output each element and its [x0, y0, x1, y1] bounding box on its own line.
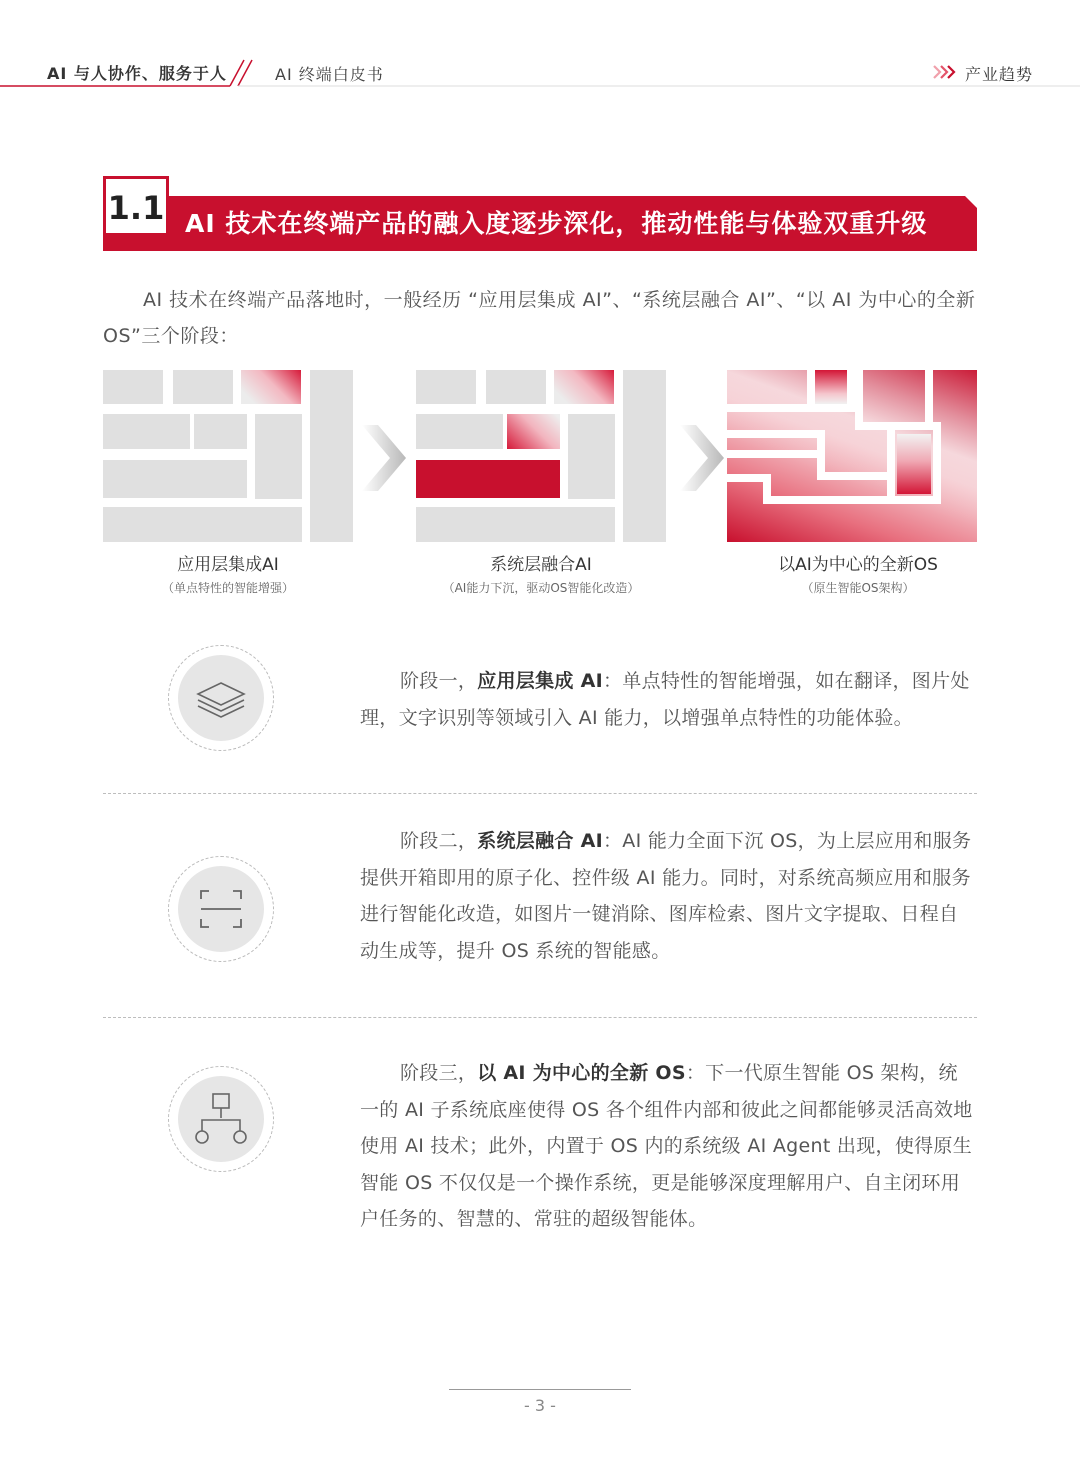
chevrons-icon — [932, 64, 962, 80]
gap — [933, 422, 941, 502]
page-header — [0, 0, 1080, 100]
section-banner — [103, 176, 977, 251]
stage-3-icon-badge — [168, 1066, 274, 1172]
block — [103, 507, 302, 542]
stage-2-title: 系统层融合 AI — [477, 830, 603, 852]
stage-1-icon-badge — [168, 645, 274, 751]
header-left-title: AI 与人协作、服务于人 — [47, 64, 227, 83]
gap — [727, 474, 763, 482]
divider — [103, 793, 977, 794]
gap — [763, 474, 771, 504]
section-number: 1.1 — [103, 176, 169, 236]
gap — [855, 370, 863, 430]
block — [310, 370, 353, 542]
header-section: 产业趋势 — [965, 65, 1034, 84]
stage-3-title: 以 AI 为中心的全新 OS — [477, 1062, 686, 1084]
block-highlight — [507, 414, 560, 449]
block — [103, 414, 190, 449]
stage-2-icon-badge — [168, 856, 274, 962]
header-rule — [0, 0, 1080, 100]
page-number: - 3 - — [524, 1396, 556, 1415]
block — [103, 370, 163, 404]
block-highlight — [554, 370, 614, 404]
gap — [817, 472, 887, 480]
stage-2-body: ：AI 能力全面下沉 OS，为上层应用和服务提供开箱即用的原子化、控件级 AI 能力。同时，对系统高频应用和服务进行智能化改造，如图片一键消除、图库检索、图片文字提取、日程自动生成等，提升 OS 系统的智能感。 — [360, 830, 972, 962]
block — [568, 414, 615, 499]
block — [416, 414, 503, 449]
stage-1-title: 应用层集成 AI — [477, 670, 603, 692]
block-system-layer — [416, 460, 560, 498]
block — [255, 414, 302, 499]
block — [623, 370, 666, 542]
gap — [863, 422, 933, 430]
scan-frame-icon — [178, 866, 264, 952]
intro-paragraph: AI 技术在终端产品落地时，一般经历 “应用层集成 AI”、“系统层融合 AI”、“以 AI 为中心的全新 OS”三个阶段： — [103, 289, 976, 347]
arrow-right-icon — [680, 425, 724, 491]
hierarchy-icon — [178, 1076, 264, 1162]
diagram-caption-2: 系统层融合AI — [490, 555, 592, 575]
footer-rule — [449, 1389, 631, 1390]
gap — [727, 404, 807, 412]
block-highlight — [815, 370, 847, 404]
diagram-ai-centric-os — [727, 370, 977, 542]
diagram-caption-1: 应用层集成AI — [177, 555, 279, 575]
stage-2-text — [360, 823, 977, 969]
gap — [895, 496, 941, 504]
diagram-subcaption-1: （单点特性的智能增强） — [161, 581, 294, 595]
gap — [727, 450, 817, 458]
diagram-app-layer — [103, 370, 353, 542]
block — [486, 370, 546, 404]
stage-3-body: ：下一代原生智能 OS 架构，统一的 AI 子系统底座使得 OS 各个组件内部和彼此之间都能够灵活高效地使用 AI 技术；此外，内置于 OS 内的系统级 AI Agent 出现，使得原生智能 OS 不仅仅是一个操作系统，更是能够深度理解用户、自主闭环用户任务的、智慧的、常驻的超级智能体。 — [360, 1062, 973, 1230]
diagram-subcaption-2: （AI能力下沉，驱动OS智能化改造） — [442, 581, 640, 595]
stage-3-text — [360, 1055, 977, 1238]
stage-1-text — [360, 663, 977, 736]
gap — [925, 370, 933, 430]
gap — [887, 430, 895, 502]
block-highlight — [897, 434, 931, 494]
gap — [727, 430, 817, 438]
block — [416, 507, 615, 542]
block — [173, 370, 233, 404]
divider — [103, 1017, 977, 1018]
section-title: AI 技术在终端产品的融入度逐步深化，推动性能与体验双重升级 — [185, 209, 928, 238]
block-highlight — [241, 370, 301, 404]
block — [103, 460, 247, 498]
stage-1-body: ：单点特性的智能增强，如在翻译，图片处理，文字识别等领域引入 AI 能力，以增强单点特性的功能体验。 — [360, 670, 970, 729]
stage-3-prefix: 阶段三， — [400, 1062, 478, 1084]
gap — [807, 404, 855, 412]
block — [416, 370, 476, 404]
diagram-subcaption-3: （原生智能OS架构） — [801, 581, 915, 595]
diagram-system-layer — [416, 370, 666, 542]
arrow-right-icon — [362, 425, 406, 491]
stage-2-prefix: 阶段二， — [400, 830, 478, 852]
header-doc-title: AI 终端白皮书 — [275, 65, 384, 84]
diagram-caption-3: 以AI为中心的全新OS — [778, 555, 938, 575]
block — [194, 414, 247, 449]
stage-1-prefix: 阶段一， — [400, 670, 478, 692]
layers-icon — [178, 655, 264, 741]
gap — [771, 496, 895, 504]
